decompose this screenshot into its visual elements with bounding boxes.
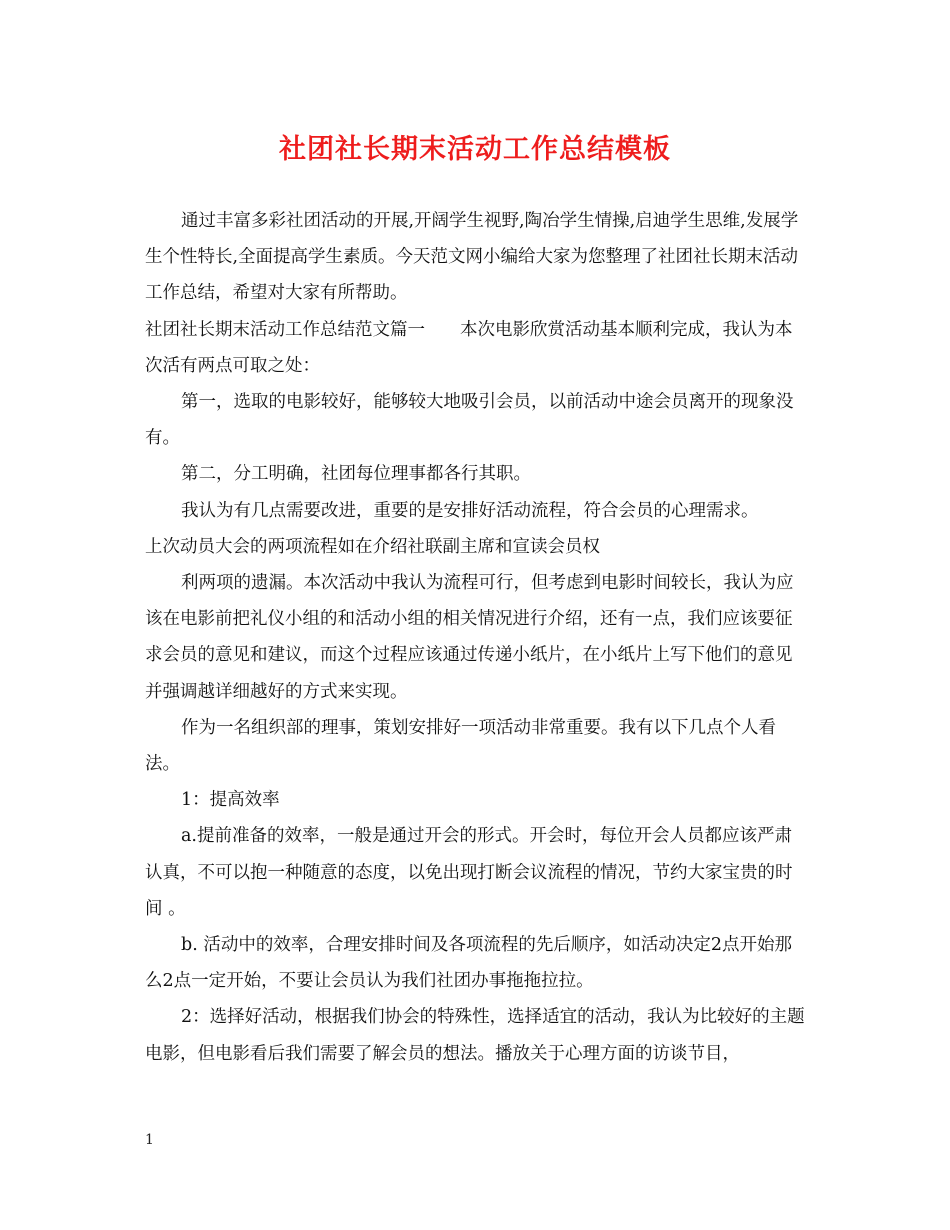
paragraph-point-one: 第一，选取的电影较好，能够较大地吸引会员，以前活动中途会员离开的现象没有。 [145,392,794,449]
paragraph-organizer-view: 作为一名组织部的理事，策划安排好一项活动非常重要。我有以下几点个人看法。 [145,717,776,775]
paragraph-efficiency-a: a.提前准备的效率，一般是通过开会的形式。开会时，每位开会人员都应该严肃认真，不可以抱一种随意的态度，以免出现打断会议流程的情况，节约大家宝贵的时间 。 [145,826,793,919]
paragraph-choose-activity: 2：选择好活动，根据我们协会的特殊性，选择适宜的活动，我认为比较好的主题电影，但电影看后我们需要了解会员的想法。播放关于心理方面的访谈节目， [145,1007,805,1064]
paragraph-point-two: 第二，分工明确，社团每位理事都各行其职。 [181,464,531,485]
paragraph-efficiency-heading: 1：提高效率 [181,790,280,811]
paragraph-omission: 利两项的遗漏。本次活动中我认为流程可行，但考虑到电影时间较长，我认为应该在电影前把礼仪小组的和活动小组的相关情况进行介绍，还有一点，我们应该要征求会员的意见和建议，而这个过程应该通过传递小纸片，在小纸片上写下他们的意见并强调越详细越好的方式来实现。 [145,573,794,702]
document-body [145,203,805,1072]
paragraph-improvement: 我认为有几点需要改进，重要的是安排好活动流程，符合会员的心理需求。 [181,500,759,521]
paragraph-intro: 通过丰富多彩社团活动的开展,开阔学生视野,陶冶学生情操,启迪学生思维,发展学生个性特长,全面提高学生素质。今天范文网小编给大家为您整理了社团社长期末活动工作总结，希望对大家有所帮助。 [145,211,799,304]
document-title: 社团社长期末活动工作总结模板 [279,134,671,165]
paragraph-section-heading: 社团社长期末活动工作总结范文篇一 本次电影欣赏活动基本顺利完成，我认为本次活有两点可取之处： [145,319,793,376]
paragraph-last-meeting: 上次动员大会的两项流程如在介绍社联副主席和宣读会员权 [145,536,600,557]
paragraph-efficiency-b: b. 活动中的效率，合理安排时间及各项流程的先后顺序，如活动决定2点开始那么2点一定开始，不要让会员认为我们社团办事拖拖拉拉。 [145,935,792,992]
page-number: 1 [145,1132,154,1148]
